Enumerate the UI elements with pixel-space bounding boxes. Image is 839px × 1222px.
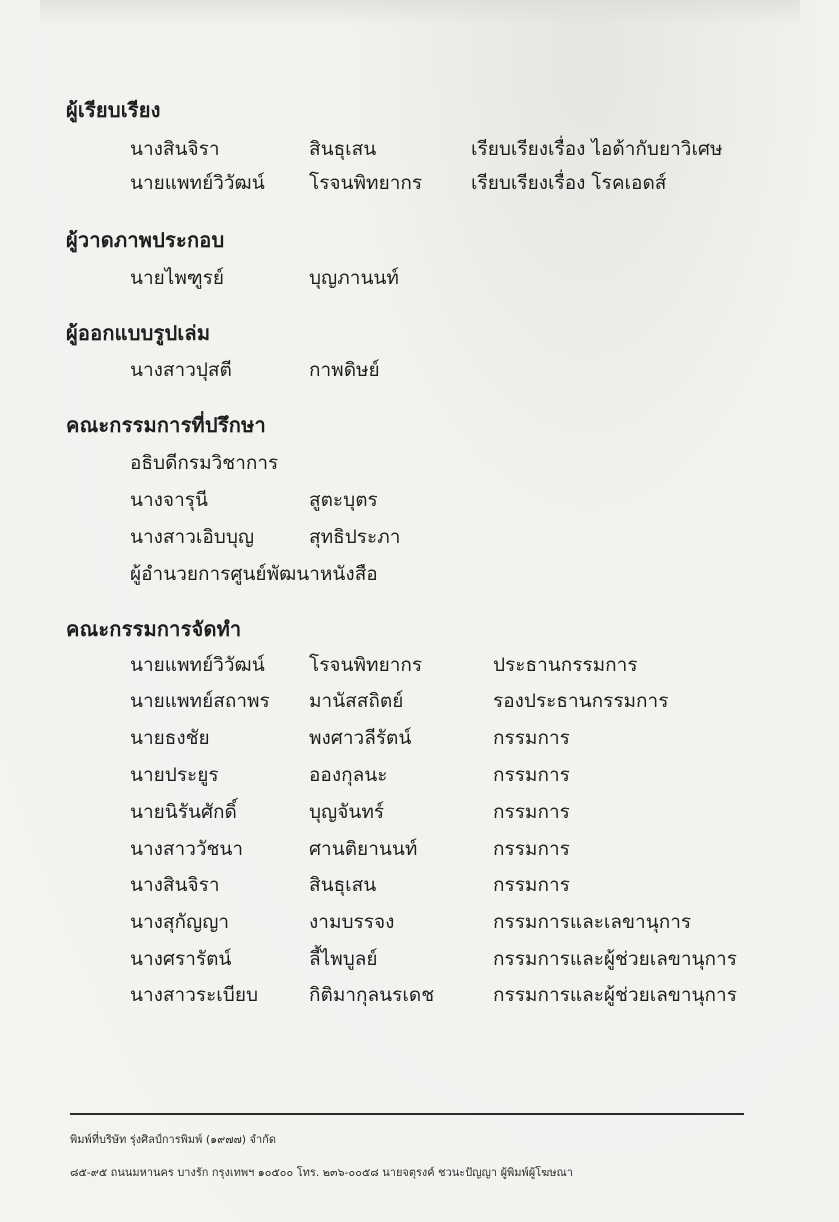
person-name: นางสาววัชนา [130,838,244,860]
credit-row [0,799,839,825]
person-name: นายแพทย์วิวัฒน์ [130,654,265,676]
person-name: นางศรารัตน์ [130,948,232,970]
person-name: นางจารุนี [130,489,208,511]
credit-row [0,725,839,751]
person-surname: สูตะบุตร [309,489,378,511]
section-heading: คณะกรรมการที่ปรึกษา [66,413,266,437]
person-name: นางสาวระเบียบ [130,984,259,1006]
credit-row [0,450,839,476]
credit-row [0,688,839,714]
printer-info: พิมพ์ที่บริษัท รุ่งศิลป์การพิมพ์ (๑๙๗๗) จำกัด [70,1133,276,1146]
person-role: กรรมการและผู้ช่วยเลขานุการ [493,984,737,1006]
scan-shadow [40,0,800,26]
credit-row [0,872,839,898]
credit-row [0,136,839,162]
person-role: เรียบเรียงเรื่อง ไอด้ากับยาวิเศษ [471,138,723,160]
person-surname: มานัสสถิตย์ [309,690,404,712]
person-surname: บุญจันทร์ [309,801,385,823]
person-role: กรรมการ [493,727,570,749]
person-surname: โรจนพิทยากร [309,654,423,676]
section-heading: ผู้เรียบเรียง [66,98,161,122]
credit-row [0,561,839,587]
credit-row [0,170,839,196]
section-heading: ผู้วาดภาพประกอบ [66,228,225,252]
credit-row [0,946,839,972]
person-surname: สินธุเสน [309,874,377,896]
person-surname: ศานติยานนท์ [309,838,418,860]
credit-row [0,524,839,550]
credit-row [0,909,839,935]
person-name: นายไพฑูรย์ [130,267,224,289]
person-role: เรียบเรียงเรื่อง โรคเอดส์ [471,172,667,194]
person-role: กรรมการ [493,764,570,786]
person-surname: บุญภานนท์ [309,267,399,289]
person-name: นางสินจิรา [130,138,220,160]
person-role: รองประธานกรรมการ [493,690,669,712]
person-name: นายธงชัย [130,727,210,749]
credit-row [0,982,839,1008]
person-surname: กาพดิษย์ [309,359,380,381]
section-heading: คณะกรรมการจัดทำ [66,617,242,641]
person-surname: งามบรรจง [309,911,395,933]
person-name: นายแพทย์วิวัฒน์ [130,172,265,194]
credit-row [0,265,839,291]
person-name: นางสาวปุสตี [130,359,232,381]
person-surname: โรจนพิทยากร [309,172,423,194]
credit-row [0,357,839,383]
person-role: กรรมการและเลขานุการ [493,911,692,933]
printer-address: ๘๕-๙๕ ถนนมหานคร บางรัก กรุงเทพฯ ๑๐๕๐๐ โทร. ๒๓๖-๐๐๕๘ นายจตุรงค์ ชวนะปัญญา ผู้พิมพ์ผู้โฆษณา [70,1166,573,1179]
person-role: กรรมการและผู้ช่วยเลขานุการ [493,948,737,970]
person-name: ผู้อำนวยการศูนย์พัฒนาหนังสือ [130,563,378,585]
person-role: กรรมการ [493,801,570,823]
person-name: นายประยูร [130,764,219,786]
credit-row [0,762,839,788]
person-surname: สินธุเสน [309,138,377,160]
person-surname: อองกุลนะ [309,764,388,786]
credit-row [0,487,839,513]
section-heading: ผู้ออกแบบรูปเล่ม [66,321,211,345]
person-name: นายแพทย์สถาพร [130,690,270,712]
person-name: นางสาวเอิบบุญ [130,526,255,548]
person-name: นางสุกัญญา [130,911,230,933]
person-surname: พงศาวลีรัตน์ [309,727,412,749]
person-name: นางสินจิรา [130,874,220,896]
footer-divider [70,1113,744,1115]
person-surname: กิติมากุลนรเดช [309,984,435,1006]
person-name: อธิบดีกรมวิชาการ [130,452,279,474]
person-surname: สุทธิประภา [309,526,401,548]
person-name: นายนิรันศักดิ์ [130,801,237,823]
credit-row [0,836,839,862]
person-surname: ลี้ไพบูลย์ [309,948,378,970]
person-role: กรรมการ [493,838,570,860]
person-role: ประธานกรรมการ [493,654,638,676]
credit-row [0,652,839,678]
person-role: กรรมการ [493,874,570,896]
